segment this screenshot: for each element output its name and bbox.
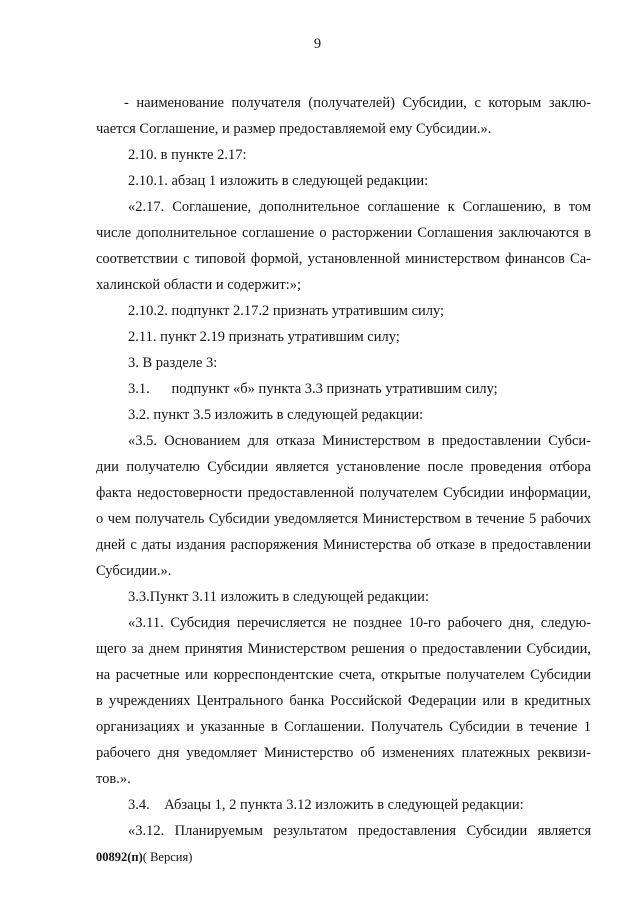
document-code: 00892(п): [96, 850, 143, 864]
text-line: «3.11. Субсидия перечисляется не позднее 10-го рабочего дня, следую-: [128, 615, 591, 631]
text-line: организациях и указанные в Соглашении. Получатель Субсидии в течение 1: [96, 719, 591, 735]
text-line: о чем получатель Субсидии уведомляется Министерством в течение 5 рабочих: [96, 511, 591, 527]
text-line: 2.10. в пункте 2.17:: [128, 147, 247, 163]
document-footer: [96, 850, 192, 865]
text-line: факта недостоверности предоставленной получателем Субсидии информации,: [96, 485, 591, 501]
text-line: рабочего дня уведомляет Министерство об изменениях платежных реквизи-: [96, 745, 591, 761]
text-line: 2.11. пункт 2.19 признать утратившим силу;: [128, 329, 400, 345]
text-line: Субсидии.».: [96, 563, 172, 579]
text-line: числе дополнительное соглашение о расторжении Соглашения заключаются в: [96, 225, 591, 241]
text-line: щего за днем принятия Министерством решения о предоставлении Субсидии,: [96, 641, 591, 657]
text-line: дии получателю Субсидии является установление после проведения отбора: [96, 459, 591, 475]
text-line: 2.10.1. абзац 1 изложить в следующей редакции:: [128, 173, 429, 189]
text-line: «2.17. Соглашение, дополнительное соглашение к Соглашению, в том: [128, 199, 591, 215]
text-line: - наименование получателя (получателей) Субсидии, с которым заклю-: [124, 95, 591, 111]
text-line: тов.».: [96, 771, 131, 787]
text-line: 3.4. Абзацы 1, 2 пункта 3.12 изложить в следующей редакции:: [128, 797, 524, 813]
version-label: ( Версия): [142, 850, 193, 864]
text-line: 3.1. подпункт «б» пункта 3.3 признать утратившим силу;: [128, 381, 498, 397]
text-line: 3. В разделе 3:: [128, 355, 218, 371]
text-line: «3.5. Основанием для отказа Министерством в предоставлении Субси-: [128, 433, 591, 449]
text-line: «3.12. Планируемым результатом предоставления Субсидии является: [128, 823, 591, 839]
text-line: 3.3.Пункт 3.11 изложить в следующей редакции:: [128, 589, 429, 605]
text-line: дней с даты издания распоряжения Министерства об отказе в предоставлении: [96, 537, 591, 553]
text-line: соответствии с типовой формой, установленной министерством финансов Са-: [96, 251, 591, 267]
text-line: 2.10.2. подпункт 2.17.2 признать утратившим силу;: [128, 303, 445, 319]
text-line: на расчетные или корреспондентские счета, открытые получателем Субсидии: [96, 667, 591, 683]
text-line: чается Соглашение, и размер предоставляемой ему Субсидии.».: [96, 121, 492, 137]
page-number: 9: [313, 36, 322, 52]
text-line: 3.2. пункт 3.5 изложить в следующей редакции:: [128, 407, 424, 423]
text-line: в учреждениях Центрального банка Российской Федерации или в кредитных: [96, 693, 591, 709]
text-line: халинской области и содержит:»;: [96, 277, 301, 293]
